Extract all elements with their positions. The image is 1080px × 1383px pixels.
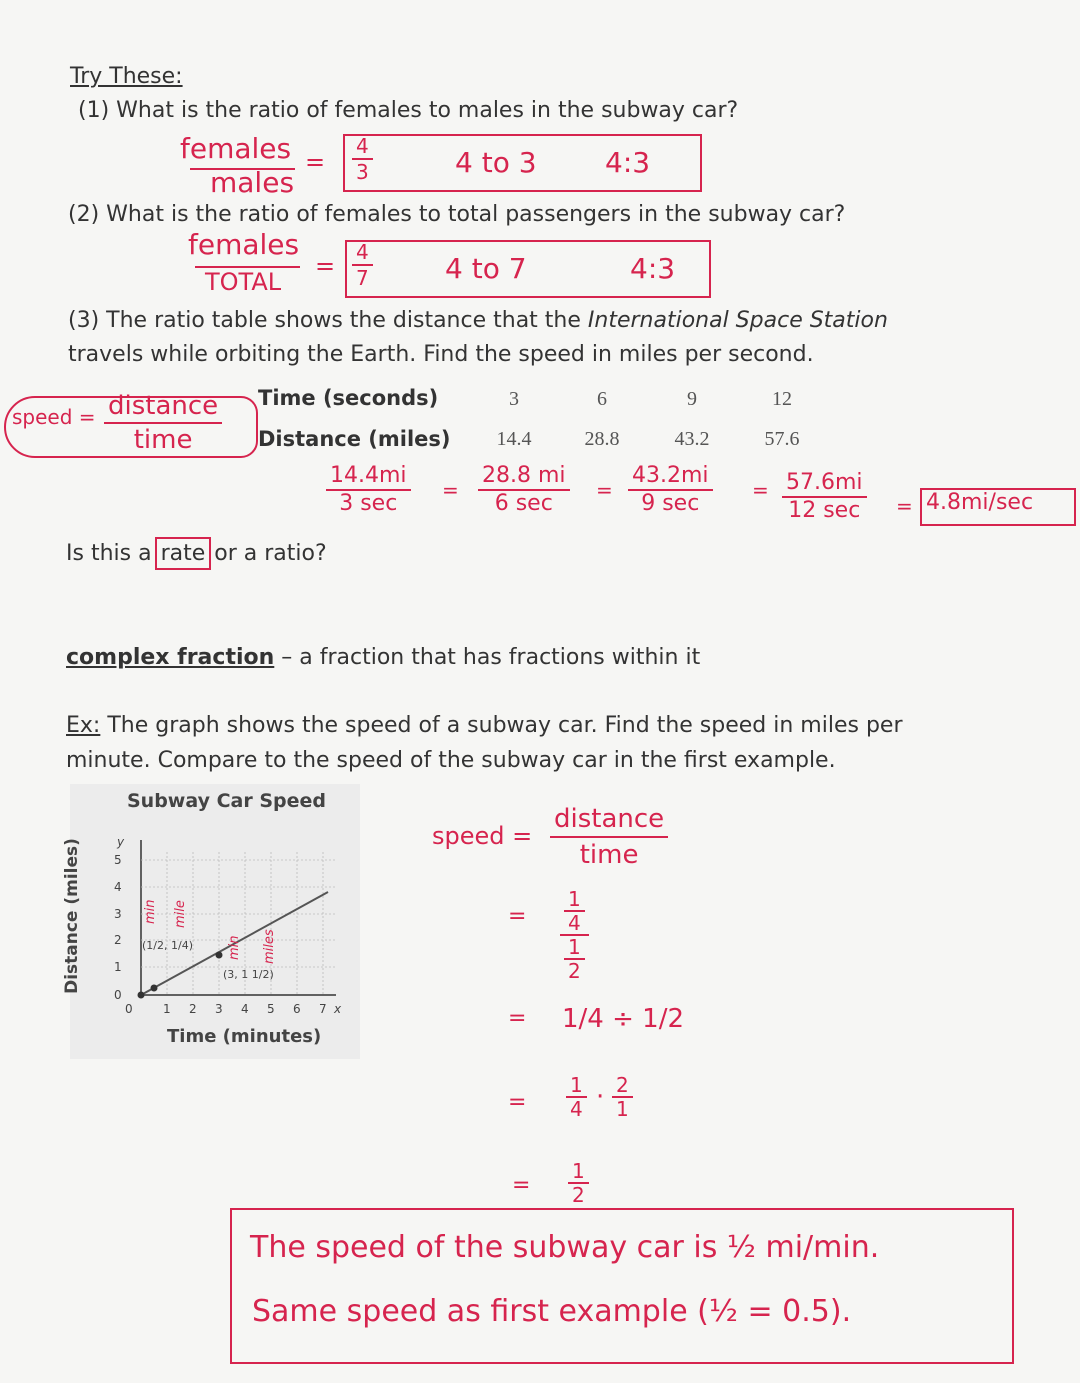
x-tick: 7 [319, 1002, 327, 1016]
q2-label-females: females [188, 228, 300, 261]
q2-alt-colon: 4:3 [630, 252, 676, 285]
graph-point [151, 985, 158, 992]
y-tick: 4 [114, 880, 122, 894]
point-label: (1/2, 1/4) [142, 939, 193, 952]
table-time-cell: 12 [772, 388, 792, 410]
rate-question: Is this a rate or a ratio? [66, 541, 327, 566]
q1-equals: = [305, 148, 326, 176]
solution-equals: = [508, 1090, 527, 1115]
solution-step-dot: · [596, 1082, 605, 1112]
example-line1: Ex: The graph shows the speed of a subway car. Find the speed in miles per [66, 713, 903, 738]
solution-step-multiply-b: $\frac{2}{1}$ [612, 1074, 633, 1120]
work-fraction: 57.6mi 12 sec [782, 470, 867, 524]
work-equals: = [896, 494, 913, 518]
table-time-cell: 9 [687, 388, 697, 410]
graph-note: miles [262, 929, 277, 964]
work-equals: = [596, 478, 613, 502]
x-tick: 4 [241, 1002, 249, 1016]
q2-alt-to: 4 to 7 [445, 252, 527, 285]
table-distance-cell: 57.6 [764, 428, 800, 450]
y-tick: 1 [114, 960, 122, 974]
y-tick: 3 [114, 907, 122, 921]
x-axis-letter: x [334, 1002, 342, 1016]
solution-step-divide: 1/4 ÷ 1/2 [562, 1004, 685, 1034]
table-row-time-label: Time (seconds) [258, 386, 439, 410]
heading: Try These: [70, 64, 183, 89]
question-1: (1) What is the ratio of females to males in the subway car? [78, 98, 739, 123]
graph-note: min [227, 935, 242, 960]
point-label: (3, 1 1/2) [223, 968, 274, 981]
table-distance-cell: 14.4 [496, 428, 532, 450]
solution-equals: = [508, 1006, 527, 1031]
definition: complex fraction – a fraction that has fractions within it [66, 645, 701, 670]
table-distance-cell: 43.2 [674, 428, 710, 450]
x-tick: 6 [293, 1002, 301, 1016]
q1-alt-colon: 4:3 [605, 146, 651, 179]
graph-note: mile [173, 900, 188, 928]
y-axis-letter: y [117, 835, 125, 849]
y-tick: 5 [114, 853, 122, 867]
graph-note: min [143, 899, 158, 924]
solution-equals: = [508, 904, 527, 929]
q3-answer: 4.8mi/sec [926, 490, 1034, 515]
example-line2: minute. Compare to the speed of the subway car in the first example. [66, 748, 836, 773]
q1-label-males: males [210, 166, 295, 199]
q1-fraction: $\frac{4}{3}$ [352, 134, 373, 184]
complex-fraction: $\frac{\frac{1}{4}}{\frac{1}{2}}$ [560, 888, 589, 982]
graph-plot [108, 832, 358, 1022]
solution-formula: distance time [550, 802, 668, 872]
solution-result: $\frac{1}{2}$ [568, 1160, 589, 1206]
graph-point [216, 952, 223, 959]
speed-formula-bracket [4, 396, 258, 458]
work-fraction: 28.8 mi 6 sec [478, 463, 570, 517]
q1-alt-to: 4 to 3 [455, 146, 537, 179]
question-2: (2) What is the ratio of females to total passengers in the subway car? [68, 202, 846, 227]
table-time-cell: 3 [509, 388, 519, 410]
solution-equals: = [512, 1173, 531, 1198]
x-tick: 2 [189, 1002, 197, 1016]
x-tick: 5 [267, 1002, 275, 1016]
work-equals: = [442, 478, 459, 502]
speed-formula-lhs: speed = [12, 405, 96, 429]
table-time-cell: 6 [597, 388, 607, 410]
graph-ylabel: Distance (miles) [61, 838, 82, 994]
y-tick: 0 [114, 988, 122, 1002]
q2-label-total: TOTAL [205, 268, 282, 296]
solution-step-multiply-a: $\frac{1}{4}$ [566, 1074, 587, 1120]
work-equals: = [752, 478, 769, 502]
table-distance-cell: 28.8 [584, 428, 620, 450]
graph-point [138, 992, 145, 999]
work-fraction: 43.2mi 9 sec [628, 463, 713, 517]
x-tick: 0 [125, 1002, 133, 1016]
question-3-line2: travels while orbiting the Earth. Find the speed in miles per second. [68, 342, 814, 367]
solution-lhs: speed = [432, 822, 533, 850]
x-tick: 3 [215, 1002, 223, 1016]
q1-label-females: females [180, 132, 292, 165]
y-tick: 2 [114, 933, 122, 947]
graph-title: Subway Car Speed [127, 790, 327, 812]
x-tick: 1 [163, 1002, 171, 1016]
speed-formula-fraction: distance time [104, 390, 222, 456]
q2-fraction: $\frac{4}{7}$ [352, 240, 373, 290]
work-fraction: 14.4mi 3 sec [326, 463, 411, 517]
table-row-distance-label: Distance (miles) [258, 427, 451, 451]
graph-xlabel: Time (minutes) [167, 1026, 322, 1047]
q2-equals: = [315, 252, 336, 280]
question-3-line1: (3) The ratio table shows the distance that the International Space Station [68, 308, 888, 333]
final-answer-line1: The speed of the subway car is ½ mi/min. [250, 1230, 880, 1265]
final-answer-line2: Same speed as first example (½ = 0.5). [252, 1294, 852, 1329]
